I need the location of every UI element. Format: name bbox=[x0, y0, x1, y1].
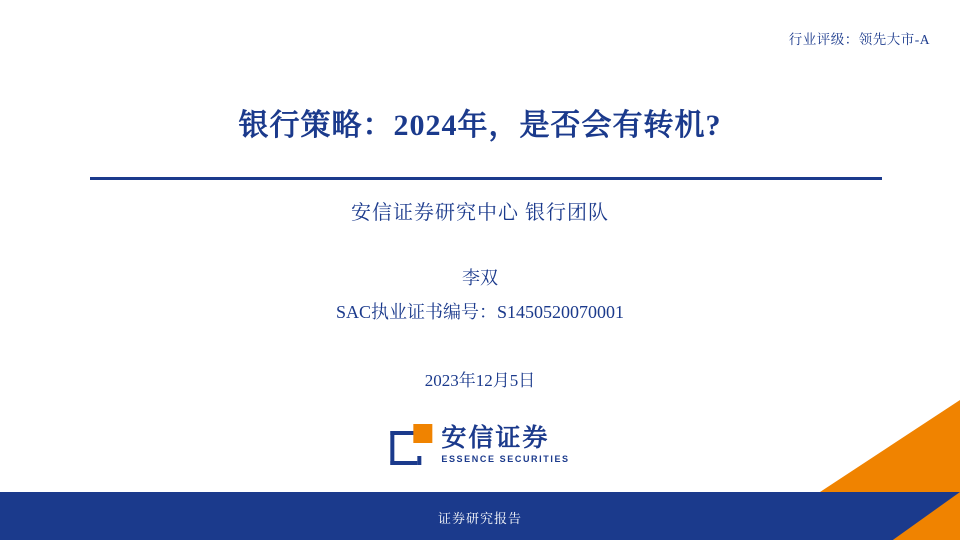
logo-name-cn: 安信证券 bbox=[441, 425, 550, 452]
page-title: 银行策略：2024年，是否会有转机? bbox=[238, 109, 722, 142]
title-divider bbox=[90, 177, 882, 180]
author-name: 李双 bbox=[462, 268, 498, 288]
organization-line: 安信证券研究中心 银行团队 bbox=[351, 202, 609, 224]
logo-name-en: ESSENCE SECURITIES bbox=[441, 454, 570, 464]
decorative-orange-wedge bbox=[820, 400, 960, 492]
certificate-number: SAC执业证书编号：S1450520070001 bbox=[335, 302, 625, 322]
footer-label: 证券研究报告 bbox=[437, 511, 522, 526]
report-date: 2023年12月5日 bbox=[424, 371, 536, 390]
industry-rating: 行业评级：领先大市-A bbox=[788, 32, 930, 47]
company-logo bbox=[390, 424, 569, 466]
logo-text bbox=[441, 426, 569, 464]
logo-mark-icon bbox=[390, 424, 432, 466]
